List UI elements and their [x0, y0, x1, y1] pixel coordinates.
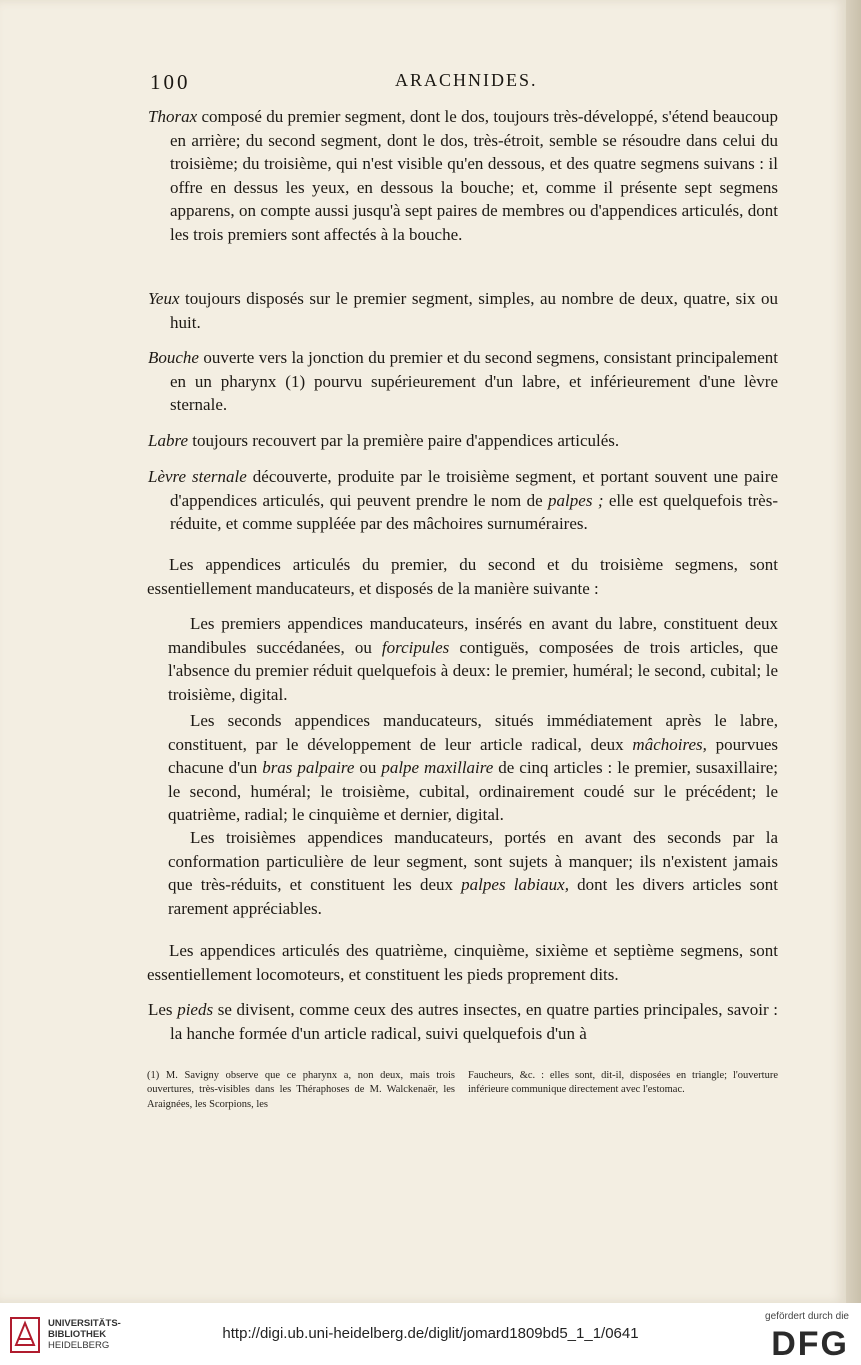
- paragraph-text: Les seconds appendices manducateurs, situés immédiatement après le labre, constituent, par le développement de leur article radical, deux: [168, 711, 778, 754]
- paragraph-text: pourvues chacune d'un: [168, 734, 779, 778]
- term-levre-sternale: Lèvre sternale: [148, 467, 247, 486]
- term-labre: Labre: [148, 431, 188, 450]
- paragraph-text: se divisent, comme ceux des autres insectes, en quatre parties principales, savoir : la hanche formée d'un article radical, suivi quelquefois d'un à: [170, 1000, 778, 1043]
- funded-by-label: gefördert durch die: [765, 1311, 849, 1322]
- term-bouche: Bouche: [148, 348, 199, 367]
- paragraph-text: contiguës, composées de trois articles, que l'absence du premier réduit quelquefois à deux: le premier, huméral; le second, cubital; le troisième, digital.: [168, 637, 778, 704]
- paragraph-text: découverte, produite par le troisième segment, et portant souvent une paire d'appendices articulés, qui peuvent prendre le nom de: [170, 467, 778, 510]
- paragraph-text: dont les divers articles sont rarement appréciables.: [168, 875, 778, 918]
- italic-term: bras palpaire: [262, 758, 355, 778]
- paragraph-yeux: [148, 287, 778, 334]
- paragraph-text: Les appendices articulés du premier, du second et du troisième segmens, sont essentiellement manducateurs, et disposés de la manière suivante :: [147, 555, 778, 598]
- dfg-logo: DFG: [771, 1325, 849, 1363]
- running-title: ARACHNIDES.: [395, 70, 538, 90]
- term-thorax: Thorax: [148, 107, 198, 126]
- page-number: 100: [150, 70, 191, 94]
- paragraph-locomoteurs: [147, 939, 778, 986]
- paragraph-text: Les appendices articulés des quatrième, cinquième, sixième et septième segmens, sont essentiellement locomoteurs, et constituent les pieds proprement dits.: [147, 941, 778, 984]
- paragraph-appendices-intro: [147, 553, 778, 600]
- paragraph-text: Les premiers appendices manducateurs, insérés en avant du labre, constituent deux mandibules succédanées, ou: [168, 614, 778, 657]
- paragraph-text: Les troisièmes appendices manducateurs, portés en avant des seconds par la conformation particulière de leur segment, sont sujets à manquer; ils n'existent jamais que très-réduits, et constituent les deux: [168, 828, 778, 895]
- paragraph-text: ou: [354, 758, 382, 778]
- paragraph-premiers-appendices: [168, 612, 778, 706]
- paragraph-thorax: [148, 105, 778, 247]
- italic-term: forcipules: [381, 637, 450, 657]
- library-line-2: BIBLIOTHEK: [48, 1329, 107, 1340]
- paragraph-text: toujours recouvert par la première paire d'appendices articulés.: [188, 431, 620, 450]
- italic-term: pieds: [177, 1000, 214, 1019]
- viewer-footer: [0, 1303, 861, 1365]
- paragraph-text: toujours disposés sur le premier segment, simples, au nombre de deux, quatre, six ou huit.: [170, 289, 778, 332]
- paragraph-text: elle est quelquefois très-réduite, et comme suppléée par des mâchoires surnuméraires.: [170, 490, 778, 534]
- permalink-url[interactable]: http://digi.ub.uni-heidelberg.de/diglit/jomard1809bd5_1_1/0641: [222, 1325, 639, 1342]
- paragraph-labre: [148, 429, 778, 453]
- italic-term: palpes labiaux,: [461, 875, 569, 895]
- paragraph-text: ouverte vers la jonction du premier et du second segmens, consistant principalement en un pharynx (1) pourvu supérieurement d'un labre, et inférieurement d'une lèvre sternale.: [170, 348, 778, 415]
- term-yeux: Yeux: [148, 289, 180, 308]
- paragraph-text: de cinq articles : le premier, susaxillaire; le second, huméral; le troisième, cubital, ordinairement coudé sur le précédent; le quatrième, radial; le cinquième et dernier, digital.: [168, 758, 779, 825]
- paragraph-seconds-appendices: [168, 709, 778, 827]
- footnote-right-column: Faucheurs, &c. : elles sont, dit-il, disposées en triangle; l'ouverture inférieure communique directement avec l'estomac.: [468, 1070, 778, 1096]
- library-line-3: HEIDELBERG: [48, 1340, 110, 1351]
- footnote-left-column: (1) M. Savigny observe que ce pharynx a, non deux, mais trois ouvertures, très-visibles dans les Théraphoses de M. Walckenaër, les Araignées, les Scorpions, les: [147, 1070, 455, 1110]
- page-edge: [846, 0, 861, 1303]
- paragraph-pieds: [148, 998, 778, 1045]
- running-header: [150, 70, 790, 96]
- library-line-1: UNIVERSITÄTS-: [48, 1318, 121, 1329]
- italic-term: palpes ;: [548, 490, 604, 510]
- paragraph-troisiemes-appendices: [168, 826, 778, 920]
- paragraph-text: composé du premier segment, dont le dos, toujours très-développé, s'étend beaucoup en arrière; du second segment, dont le dos, très-étroit, semble se résoudre dans celui du troisième; du troisième, qui n'est visible qu'en dessous, et des quatre segmens suivans : il offre en dessus les yeux, en dessous la bouche; et, comme il présente sept segmens apparens, on compte aussi jusqu'à sept paires de membres ou d'appendices articulés, dont les trois premiers sont affectés à la bouche.: [170, 107, 778, 244]
- paragraph-levre-sternale: [148, 465, 778, 536]
- italic-term: palpe maxillaire: [381, 758, 494, 778]
- italic-term: mâchoires,: [632, 734, 707, 754]
- paragraph-bouche: [148, 346, 778, 417]
- paragraph-text: Les: [148, 1000, 178, 1019]
